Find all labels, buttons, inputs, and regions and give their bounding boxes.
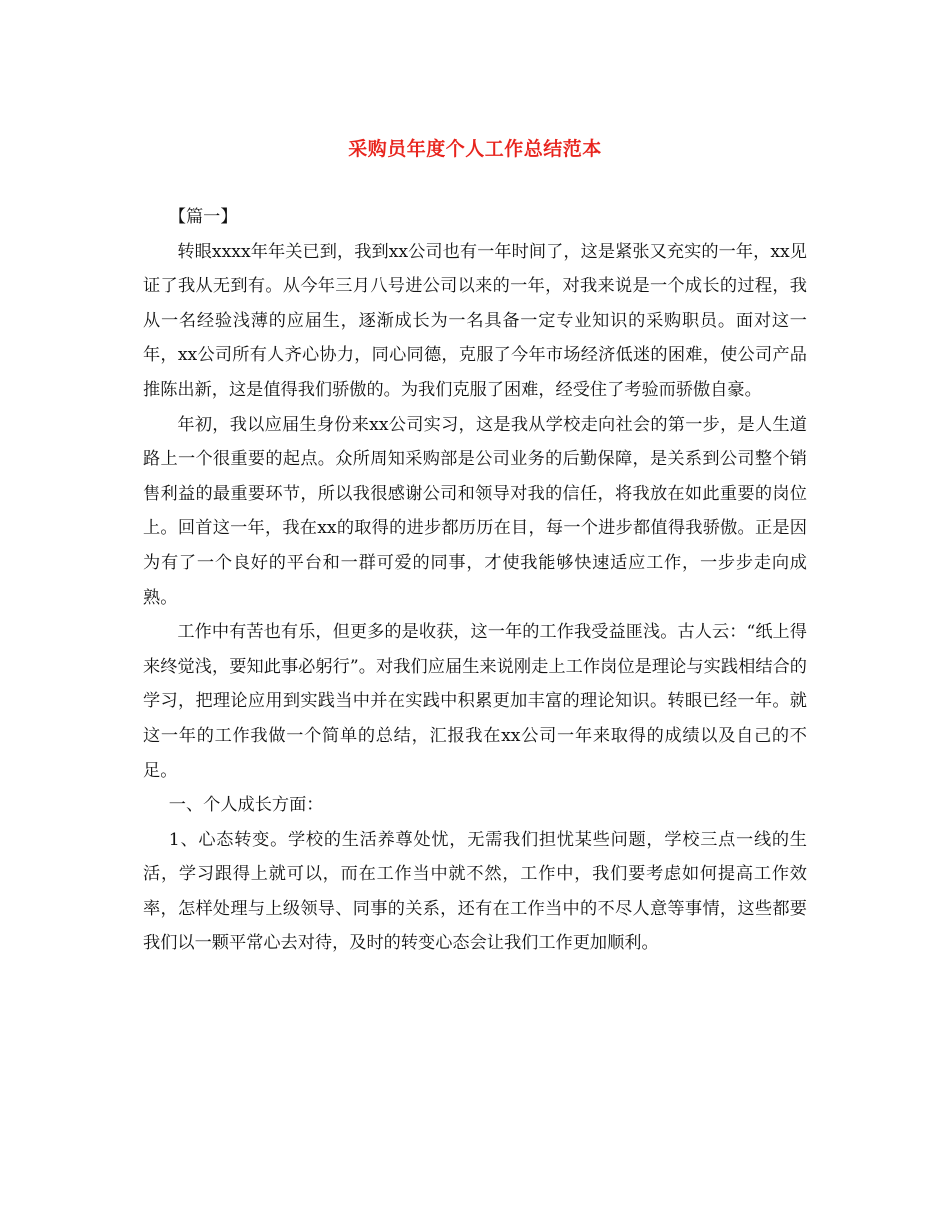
document-body (143, 200, 807, 961)
paragraph-2: 年初，我以应届生身份来xx公司实习，这是我从学校走向社会的第一步，是人生道路上一个很重要的起点。众所周知采购部是公司业务的后勤保障，是关系到公司整个销售利益的最重要环节，所以我很感谢公司和领导对我的信任，将我放在如此重要的岗位上。回首这一年，我在xx的取得的进步都历历在目，每一个进步都值得我骄傲。正是因为有了一个良好的平台和一群可爱的同事，才使我能够快速适应工作，一步步走向成熟。 (143, 414, 807, 608)
paragraph-3: 工作中有苦也有乐，但更多的是收获，这一年的工作我受益匪浅。古人云：“纸上得来终觉浅，要知此事必躬行”。对我们应届生来说刚走上工作岗位是理论与实践相结合的学习，把理论应用到实践当中并在实践中积累更加丰富的理论知识。转眼已经一年。就这一年的工作我做一个简单的总结，汇报我在xx公司一年来取得的成绩以及自己的不足。 (143, 622, 807, 781)
document-title: 采购员年度个人工作总结范本 (348, 138, 602, 160)
subheading-personal-growth: 一、个人成长方面： (168, 795, 324, 816)
paragraph-1: 转眼xxxx年年关已到，我到xx公司也有一年时间了，这是紧张又充实的一年，xx见证了我从无到有。从今年三月八号进公司以来的一年，对我来说是一个成长的过程，我从一名经验浅薄的应届生，逐渐成长为一名具备一定专业知识的采购职员。面对这一年，xx公司所有人齐心协力，同心同德，克服了今年市场经济低迷的困难，使公司产品推陈出新，这是值得我们骄傲的。为我们克服了困难，经受住了考验而骄傲自豪。 (143, 241, 807, 400)
section-label: 【篇一】 (168, 207, 238, 227)
item-1-mindset: 1、心态转变。学校的生活养尊处忧，无需我们担忧某些问题，学校三点一线的生活，学习跟得上就可以，而在工作当中就不然，工作中，我们要考虑如何提高工作效率，怎样处理与上级领导、同事的关系，还有在工作当中的不尽人意等事情，这些都要我们以一颗平常心去对待，及时的转变心态会让我们工作更加顺利。 (143, 829, 807, 954)
